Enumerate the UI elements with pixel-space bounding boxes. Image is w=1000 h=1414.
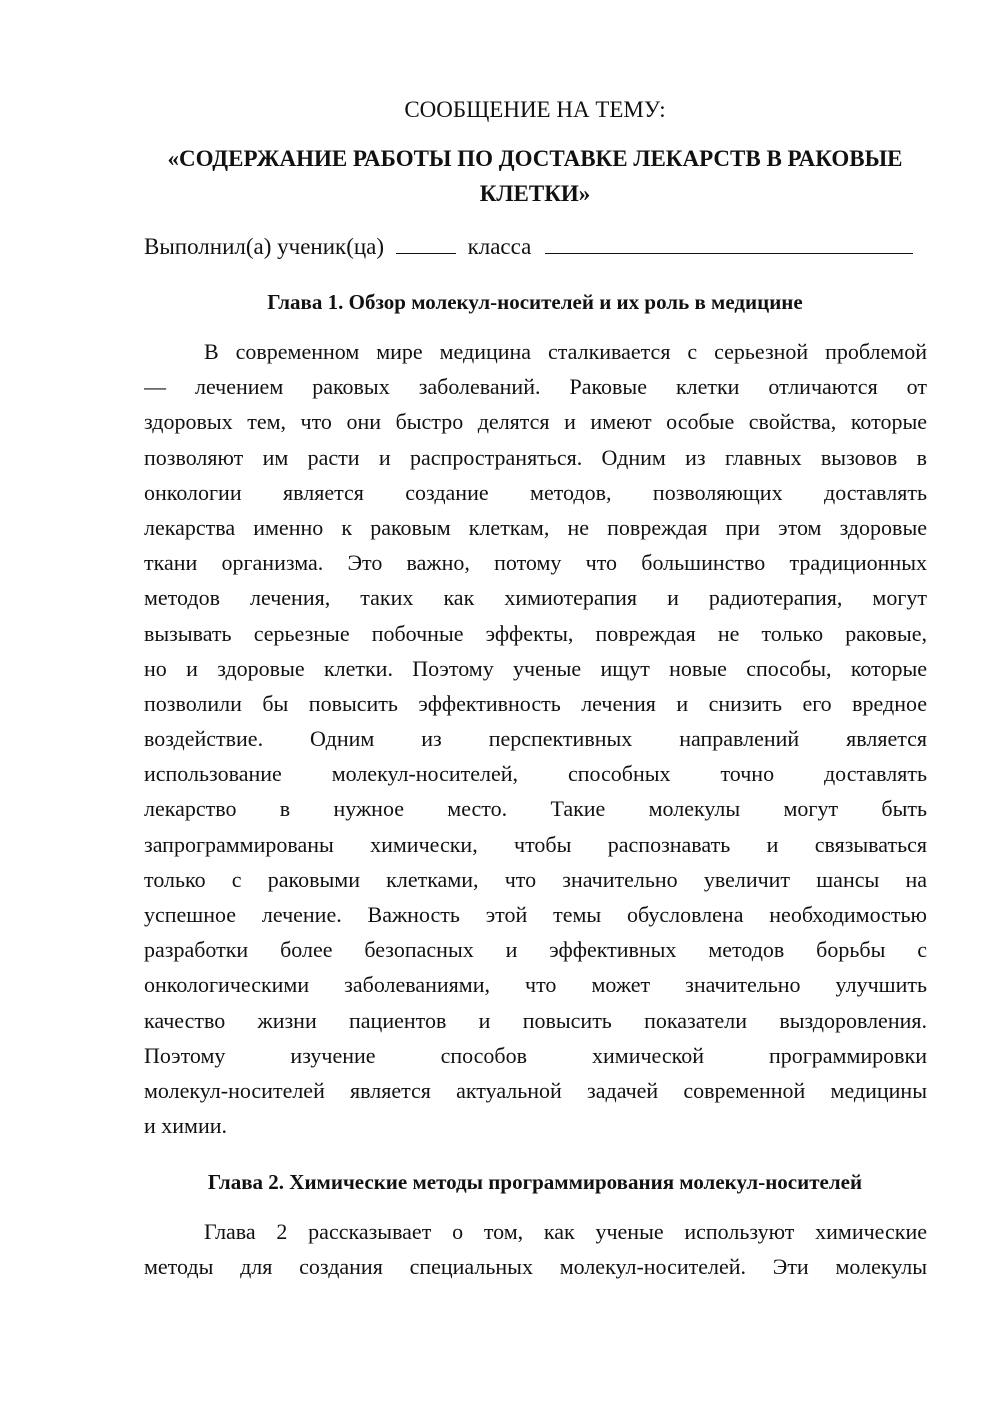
paragraph-line: ткани организма. Это важно, потому что большинство традиционных [144, 550, 927, 576]
paragraph-line: только с раковыми клетками, что значительно увеличит шансы на [144, 866, 927, 892]
paragraph-line: позволили бы повысить эффективность лечения и снизить его вредное [144, 690, 927, 716]
paragraph-line: онкологии является создание методов, позволяющих доставлять [144, 479, 927, 505]
author-line [144, 229, 913, 264]
paragraph-line: и химии. [144, 1113, 228, 1139]
paragraph-line: Глава 2 рассказывает о том, как ученые используют химические [204, 1219, 927, 1244]
paragraph-line: — лечением раковых заболеваний. Раковые клетки отличаются от [144, 374, 927, 400]
paragraph-line: разработки более безопасных и эффективных методов борьбы с [144, 937, 927, 963]
paragraph-line: лекарства именно к раковым клеткам, не повреждая при этом здоровые [144, 514, 927, 540]
paragraph-line: запрограммированы химически, чтобы распознавать и связываться [144, 831, 927, 857]
paragraph-line: успешное лечение. Важность этой темы обусловлена необходимостью [144, 902, 927, 927]
paragraph-line: вызывать серьезные побочные эффекты, повреждая не только раковые, [144, 620, 927, 646]
chapter-1-paragraph [144, 334, 927, 1143]
paragraph-line: лекарство в нужное место. Такие молекулы могут быть [144, 796, 927, 822]
paragraph-line: Поэтому изучение способов химической программировки [144, 1042, 927, 1068]
paragraph-line: качество жизни пациентов и повысить показатели выздоровления. [144, 1007, 927, 1033]
chapter-1-heading: Глава 1. Обзор молекул-носителей и их роль в медицине [267, 290, 803, 314]
class-number-blank [396, 231, 456, 254]
paragraph-line: методы для создания специальных молекул-носителей. Эти молекулы [144, 1254, 927, 1280]
document-title-line-2: КЛЕТКИ» [479, 181, 591, 206]
paragraph-line: методов лечения, таких как химиотерапия и радиотерапия, могут [144, 585, 927, 611]
topic-label: СООБЩЕНИЕ НА ТЕМУ: [404, 97, 666, 122]
chapter-2-heading: Глава 2. Химические методы программирования молекул-носителей [207, 1170, 863, 1194]
paragraph-line: но и здоровые клетки. Поэтому ученые ищут новые способы, которые [144, 655, 927, 681]
class-label: класса [467, 234, 532, 259]
paragraph-line: В современном мире медицина сталкивается с серьезной проблемой [204, 339, 927, 364]
paragraph-line: онкологическими заболеваниями, что может значительно улучшить [144, 972, 927, 998]
paragraph-line: позволяют им расти и распространяться. Одним из главных вызовов в [144, 444, 927, 470]
document-title-line-1: «СОДЕРЖАНИЕ РАБОТЫ ПО ДОСТАВКЕ ЛЕКАРСТВ В РАКОВЫЕ [167, 146, 903, 171]
student-name-blank [545, 231, 913, 254]
paragraph-line: воздействие. Одним из перспективных направлений является [144, 726, 927, 752]
paragraph-line: использование молекул-носителей, способных точно доставлять [144, 761, 927, 787]
paragraph-line: молекул-носителей является актуальной задачей современной медицины [144, 1077, 927, 1103]
paragraph-line: здоровых тем, что они быстро делятся и имеют особые свойства, которые [144, 409, 927, 435]
chapter-2-paragraph [144, 1214, 927, 1284]
completed-by-label: Выполнил(а) ученик(ца) [144, 234, 385, 259]
